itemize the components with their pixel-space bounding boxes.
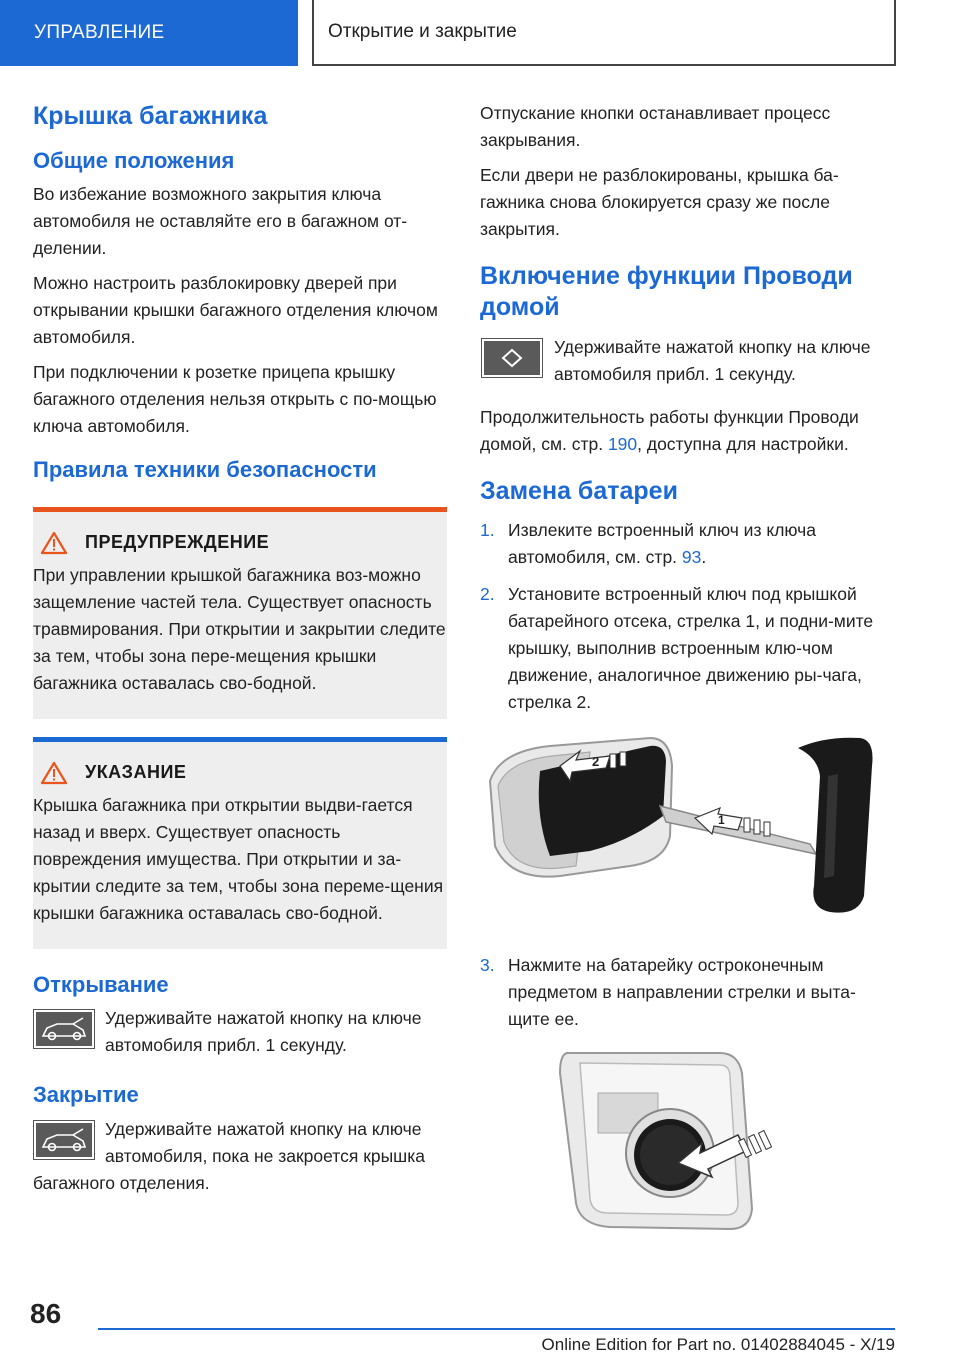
footer-divider (98, 1328, 895, 1330)
note-label: УКАЗАНИЕ (85, 762, 187, 783)
home-text: Удерживайте нажатой кнопку на ключе автомобиля прибл. 1 секунду. (554, 336, 871, 384)
opening-heading: Открывание (33, 971, 169, 997)
step-text: Нажмите на батарейку остроконечным предметом в направлении стрелки и выта-щите ее. (508, 954, 856, 1029)
opening-text: Удерживайте нажатой кнопку на ключе автомобиля прибл. 1 секунду. (105, 1008, 422, 1056)
tailgate-close-key-button-icon (33, 1120, 95, 1160)
note-box (33, 737, 447, 949)
battery-heading: Замена батареи (480, 476, 678, 505)
closing-heading: Закрытие (33, 1082, 139, 1108)
general-paragraph-1: Во избежание возможного закрытия ключа автомобиля не оставляйте его в багажном от-делении. (33, 184, 408, 259)
warning-header (33, 528, 447, 558)
home-heading: Включение функции Проводи домой (480, 262, 853, 322)
page-link-93[interactable]: 93 (681, 546, 702, 567)
tailgate-key-button-icon (33, 1009, 95, 1049)
opening-instruction (33, 1005, 447, 1059)
footer-edition: Online Edition for Part no. 01402884045 - X/19 (541, 1335, 895, 1354)
step-1-text: Извлеките встроенный ключ из ключа автомобиля, см. стр. (508, 519, 816, 567)
safety-heading: Правила техники безопасности (33, 457, 377, 483)
arrow-1-label: 1 (718, 812, 725, 827)
home-instruction (480, 334, 895, 388)
note-triangle-icon (41, 761, 67, 785)
battery-steps-continued (480, 952, 895, 1033)
right-column (480, 100, 895, 1249)
duration-text: Продолжительность работы функции Проводи домой, см. стр. (480, 406, 859, 454)
step-number: 2. (480, 583, 495, 604)
step-text (508, 517, 895, 571)
warning-text: При управлении крышкой багажника воз-можно защемление частей тела. Существует опасность травмирования. При открытии и закрытии следите за тем, чтобы зона пере-мещения крышки багажника оставалась сво-бодной. (33, 564, 446, 693)
step-item (480, 581, 895, 716)
battery-steps (480, 517, 895, 716)
step-number: 1. (480, 519, 495, 540)
lights-key-button-icon (480, 338, 544, 378)
step-text: Установите встроенный ключ под крышкой батарейного отсека, стрелка 1, и подни-мите крышку, выполнив встроенным клю-чом движение, аналогичное движению ры-чага, стрелка 2. (508, 583, 874, 712)
page-title: Крышка багажника (33, 102, 268, 130)
section-tab: УПРАВЛЕНИЕ (0, 0, 298, 66)
general-paragraph-3: При подключении к розетке прицепа крышку багажного отделения нельзя открыть с по-мощью ключа автомобиля. (33, 362, 437, 437)
arrow-2-label: 2 (592, 753, 600, 769)
note-text: Крышка багажника при открытии выдви-гается назад и вверх. Существует опасность повреждения имущества. При открытии и за-крытии следите за тем, чтобы зона переме-щения крышки багажника оставалась сво-бодной. (33, 794, 444, 923)
note-header (33, 758, 447, 788)
page-header (0, 0, 960, 66)
step-item (480, 517, 895, 571)
page-link-190[interactable]: 190 (607, 433, 638, 454)
closing-text: Удерживайте нажатой кнопку на ключе автомобиля, пока не закроется крышка багажного отделения. (33, 1118, 425, 1193)
duration-paragraph (480, 404, 895, 458)
figure-remove-battery (480, 1043, 895, 1233)
general-heading: Общие положения (33, 147, 235, 173)
step-number: 3. (480, 954, 495, 975)
warning-box (33, 507, 447, 719)
unlock-paragraph: Если двери не разблокированы, крышка ба-гажника снова блокируется сразу же после закрытия. (480, 165, 839, 239)
duration-suffix: , доступна для настройки. (637, 433, 849, 454)
warning-label: ПРЕДУПРЕЖДЕНИЕ (85, 532, 270, 553)
step-item (480, 952, 895, 1033)
left-column (33, 100, 447, 1197)
page-number: 86 (30, 1298, 62, 1329)
chapter-title: Открытие и закрытие (312, 0, 896, 66)
figure-remove-battery-cover (480, 726, 895, 936)
step-1-suffix: . (701, 546, 707, 567)
warning-triangle-icon (41, 531, 67, 555)
closing-instruction (33, 1116, 447, 1197)
release-paragraph: Отпускание кнопки останавливает процесс закрывания. (480, 103, 831, 150)
general-paragraph-2: Можно настроить разблокировку дверей при открывании крышки багажного отделения ключом автомобиля. (33, 273, 438, 348)
